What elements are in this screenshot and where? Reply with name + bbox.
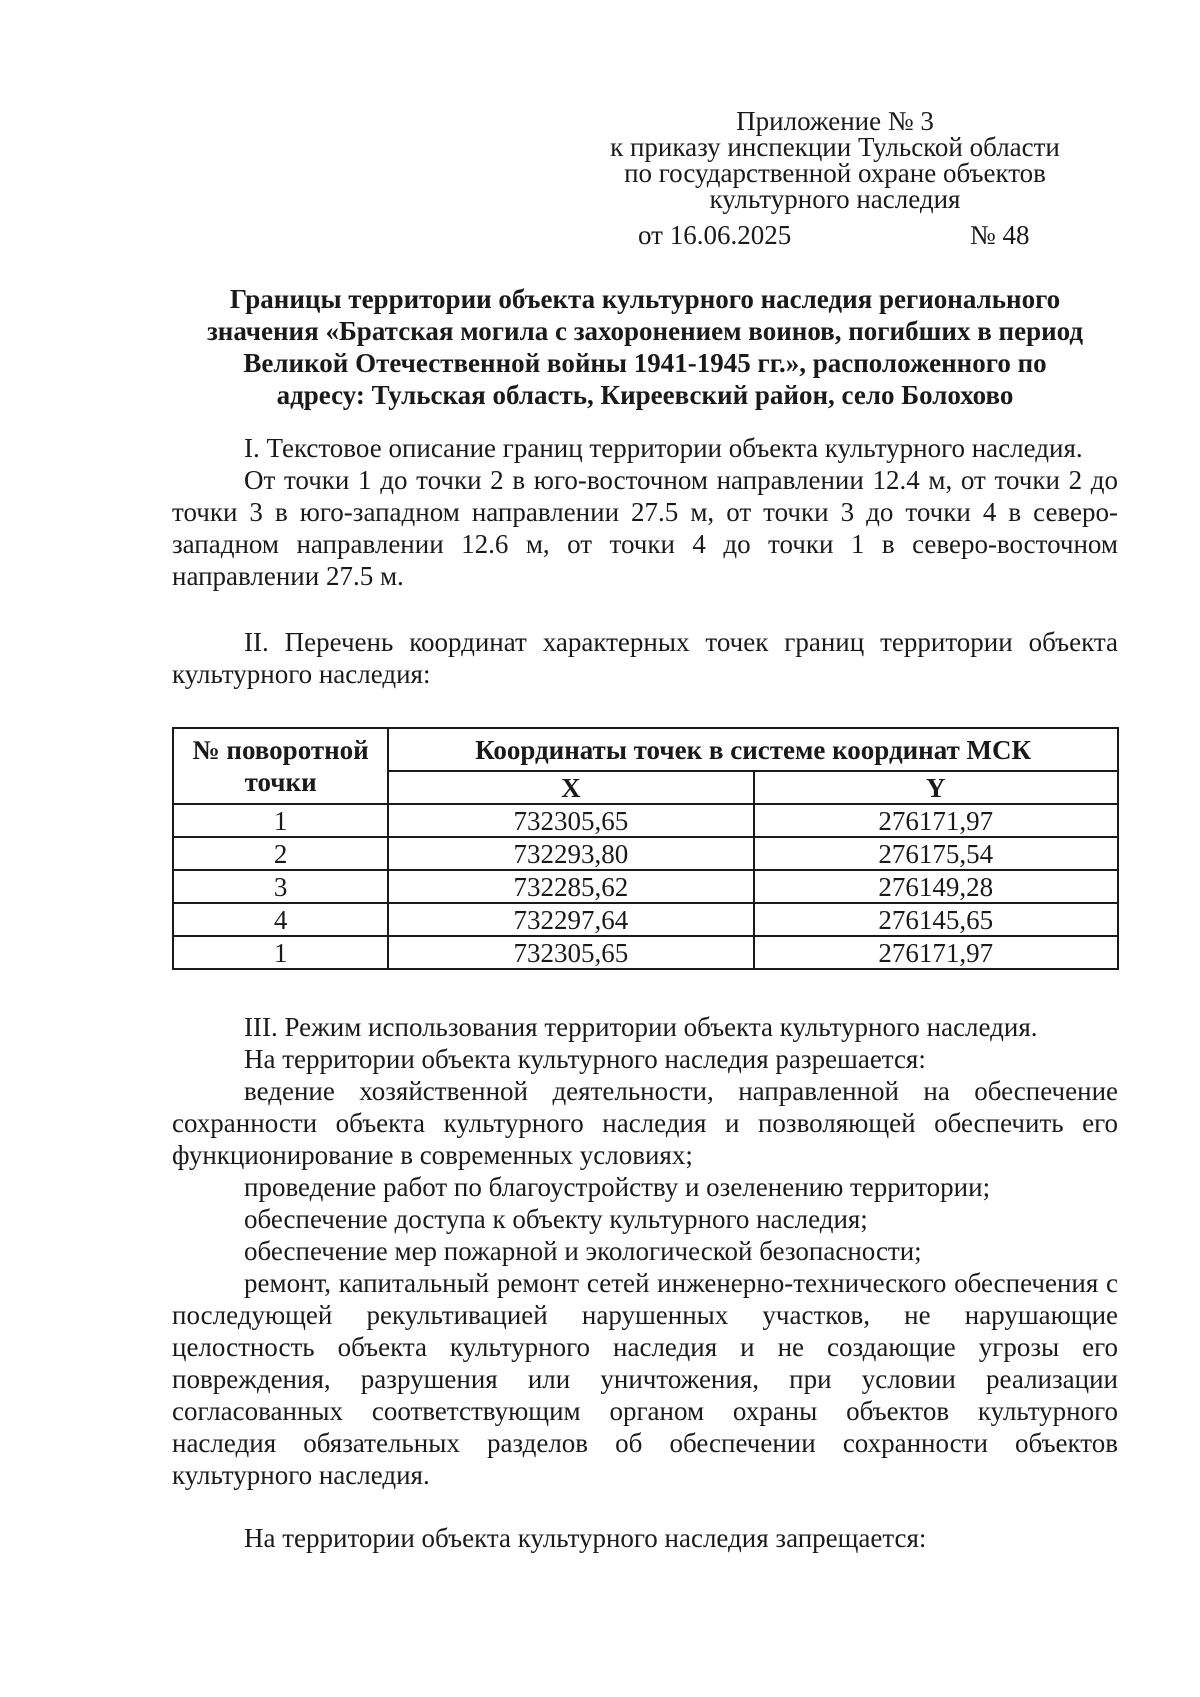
order-number: № 48 [970, 220, 1030, 250]
section1-text: От точки 1 до точки 2 в юго-восточном направлении 12.4 м, от точки 2 до точки 3 в юго-западном направлении 27.5 м, от точки 3 до точки 4 в северо-западном направлении 12.6 м, от точки 4 до точки 1 в северо-восточном направлении 27.5 м. [172, 465, 1118, 591]
order-date: от 16.06.2025 [638, 220, 792, 250]
title-line: адресу: Тульская область, Киреевский район, село Болохово [276, 380, 1014, 410]
table-row [173, 903, 1118, 936]
cell-y: 276145,65 [754, 903, 1118, 936]
section2-heading: II. Перечень координат характерных точек границ территории объекта культурного наследия: [172, 627, 1118, 689]
appendix-line: по государственной охране объектов [624, 158, 1046, 188]
title-line: Великой Отечественной войны 1941-1945 гг.», расположенного по [243, 348, 1047, 378]
cell-y: 276175,54 [754, 837, 1118, 870]
allowed-intro: На территории объекта культурного наследия разрешается: [244, 1044, 926, 1074]
header-y: Y [754, 771, 1118, 804]
appendix-header [560, 108, 1110, 212]
cell-x: 732305,65 [388, 804, 753, 837]
header-x: X [388, 771, 753, 804]
forbidden-intro: На территории объекта культурного наследия запрещается: [244, 1523, 927, 1553]
title-line: значения «Братская могила с захоронением воинов, погибших в период [206, 316, 1084, 346]
cell-x: 732305,65 [388, 936, 753, 969]
allowed-item: обеспечение доступа к объекту культурного наследия; [244, 1204, 868, 1234]
section3-heading: III. Режим использования территории объекта культурного наследия. [244, 1012, 1038, 1042]
cell-x: 732297,64 [388, 903, 753, 936]
table-row [173, 804, 1118, 837]
cell-y: 276171,97 [754, 804, 1118, 837]
allowed-item: проведение работ по благоустройству и озеленению территории; [244, 1172, 991, 1202]
cell-point: 1 [173, 804, 388, 837]
cell-point: 4 [173, 903, 388, 936]
cell-x: 732293,80 [388, 837, 753, 870]
section1-heading: I. Текстовое описание границ территории объекта культурного наследия. [244, 433, 1083, 463]
allowed-item: ведение хозяйственной деятельности, направленной на обеспечение сохранности объекта культурного наследия и позволяющей обеспечить его функционирование в современных условиях; [172, 1076, 1118, 1170]
header-point: № поворотной точки [173, 728, 388, 804]
cell-y: 276149,28 [754, 870, 1118, 903]
cell-point: 1 [173, 936, 388, 969]
table-row [173, 870, 1118, 903]
allowed-item: ремонт, капитальный ремонт сетей инженерно-технического обеспечения с последующей рекультивацией нарушенных участков, не нарушающие целостность объекта культурного наследия и не создающие угрозы его повреждения, разрушения или уничтожения, при условии реализации согласованных соответствующим органом охраны объектов культурного наследия обязательных разделов об обеспечении сохранности объектов культурного наследия. [172, 1268, 1118, 1490]
cell-y: 276171,97 [754, 936, 1118, 969]
table-row [173, 936, 1118, 969]
document-title [160, 283, 1130, 411]
cell-point: 3 [173, 870, 388, 903]
coordinates-table [172, 727, 1119, 970]
appendix-title: Приложение № 3 [736, 106, 934, 136]
cell-x: 732285,62 [388, 870, 753, 903]
header-coords: Координаты точек в системе координат МСК [388, 728, 1118, 771]
allowed-item: обеспечение мер пожарной и экологической безопасности; [244, 1236, 922, 1266]
table-row [173, 837, 1118, 870]
appendix-line: культурного наследия [709, 184, 961, 214]
cell-point: 2 [173, 837, 388, 870]
title-line: Границы территории объекта культурного наследия регионального [229, 284, 1061, 314]
appendix-line: к приказу инспекции Тульской области [610, 132, 1060, 162]
